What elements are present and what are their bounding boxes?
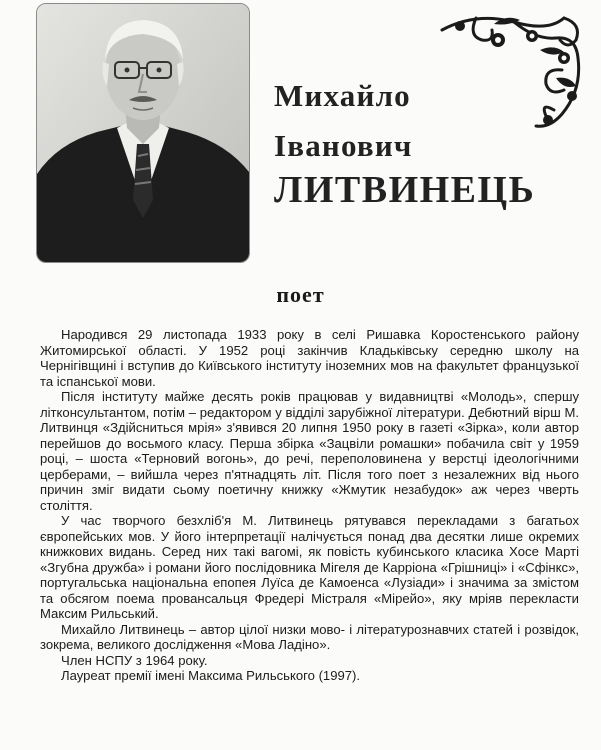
first-name: Михайло [274,78,411,113]
patronymic: Іванович [274,128,413,163]
last-name: ЛИТВИНЕЦЬ [274,169,536,211]
paragraph-birth-education: Народився 29 листопада 1933 року в селі Ришавка Коростенського району Житомирської області. У 1952 році закінчив Кладьківську середню школу на Чернігівщині і вступив до Київського інституту іноземних мов на факультет французької та іспанської мови. [40,327,579,389]
paragraph-research: Михайло Литвинець – автор цілої низки мово- і літературознавчих статей і розвідок, зокрема, великого дослідження «Мова Ладіно». [40,621,579,652]
portrait-photo [36,3,250,263]
floral-ornament-icon [436,10,584,134]
portrait-photo-icon [37,4,249,262]
biography-text [40,327,579,684]
paragraph-translations: У час творчого безхліб'я М. Литвинець рятувався перекладами з багатьох європейських мов. У його інтерпретації налічується понад два десятки лише окремих книжкових видань. Серед них такі вагомі, як повість кубинського класика Хосе Марті «Згубна дружба» і романи його послідовника Мігеля де Карріона «Грішниці» і «Сфінкс», португальська національна епопея Луїса де Камоенса «Лузіади» і значима за змістом та обсягом поема провансальця Фредері Містраля «Мірейо», яку мріяв перекласти Максим Рильський. [40,513,579,621]
paragraph-career: Після інституту майже десять років працював у видавництві «Молодь», спершу літконсультантом, потім – редактором у відділі зарубіжної літератури. Дебютний вірш М. Литвинця «Здійсниться мрія» з'явився 20 липня 1950 року в газеті «Зірка», коли автор перейшов до восьмого класу. Перша збірка «Зацвіли ромашки» побачила світ у 1959 році, – шоста «Терновий вогонь», до речі, переполовинена у верстці ідеологічними церберами, – вийшла через п'ятнадцять літ. Після того поет з незалежних від нього причин зміг видати сьому поетичну книжку «Жмутик незабудок» аж через чверть століття. [40,389,579,513]
paragraph-membership: Член НСПУ з 1964 року. [61,652,208,668]
role-subtitle: поет [276,282,325,307]
paragraph-award: Лауреат премії імені Максима Рильського (1997). [61,668,361,683]
